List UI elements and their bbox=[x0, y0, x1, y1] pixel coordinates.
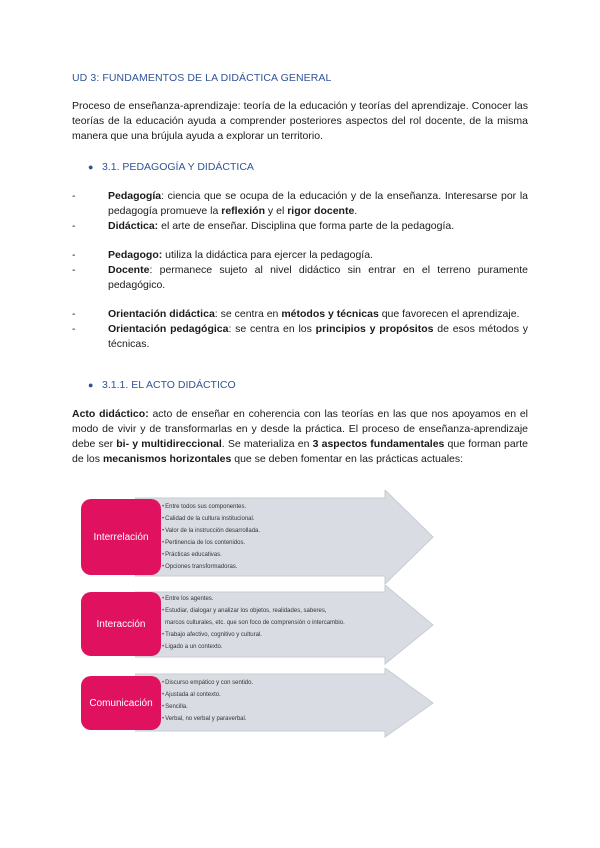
definition-text: el arte de enseñar. Disciplina que forma parte de la pedagogía. bbox=[158, 220, 455, 232]
definition-term: Pedagogía bbox=[108, 190, 162, 202]
section-heading-label: 3.1. PEDAGOGÍA Y DIDÁCTICA bbox=[102, 161, 254, 173]
definition-text: : se centra en los bbox=[228, 323, 316, 335]
diagram-item: • Valor de la instrucción desarrollada. bbox=[162, 525, 260, 537]
dash-marker: - bbox=[72, 249, 76, 261]
intro-paragraph: Proceso de enseñanza-aprendizaje: teoría de la educación y teorías del aprendizaje. Conocer las teorías de la educación ayuda a comprender posteriores aspectos del rol docente, de la misma manera que una brújula ayuda a explorar un territorio. bbox=[72, 100, 528, 142]
definition-text: utiliza la didáctica para ejercer la pedagogía. bbox=[162, 249, 373, 261]
diagram-item: • Discurso empático y con sentido. bbox=[162, 677, 253, 689]
definition-term: Pedagogo: bbox=[108, 249, 163, 261]
dash-marker: - bbox=[72, 308, 76, 320]
diagram-item: • Entre los agentes. bbox=[162, 593, 345, 605]
section-heading-pedagogia bbox=[88, 161, 254, 173]
emphasis-text: principios y propósitos bbox=[315, 323, 434, 335]
diagram-item-list bbox=[162, 593, 345, 653]
diagram-label: Interacción bbox=[96, 618, 146, 630]
paragraph-text: que forman parte de los bbox=[72, 438, 528, 465]
diagram-item: • Prácticas educativas. bbox=[162, 549, 260, 561]
definition-list-c bbox=[72, 307, 528, 352]
definition-text: : se centra en bbox=[214, 308, 282, 320]
definition-text: y el bbox=[265, 205, 288, 217]
definition-item bbox=[72, 248, 528, 263]
diagram-item: marcos culturales, etc. que son foco de comprensión o intercambio. bbox=[165, 620, 345, 626]
definition-item bbox=[72, 307, 528, 322]
definition-list-a bbox=[72, 189, 528, 234]
diagram-label-box bbox=[81, 592, 161, 656]
emphasis-text: bi- y multidireccional bbox=[116, 438, 222, 450]
diagram-item: • Ligado a un contexto. bbox=[162, 641, 345, 653]
definition-term: Orientación pedagógica bbox=[108, 323, 229, 335]
definition-item bbox=[72, 219, 528, 234]
diagram-label-box bbox=[81, 676, 161, 730]
diagram-item: • Entre todos sus componentes. bbox=[162, 501, 260, 513]
diagram-item: • Ajustada al contexto. bbox=[162, 689, 253, 701]
emphasis-text: reflexión bbox=[221, 205, 266, 217]
diagram-item-list bbox=[162, 677, 253, 725]
bullet-icon: ● bbox=[88, 380, 94, 390]
emphasis-text: Acto didáctico: bbox=[72, 408, 149, 420]
definition-text: . bbox=[354, 205, 358, 217]
dash-marker: - bbox=[72, 220, 76, 232]
paragraph-text: acto de enseñar en coherencia con las teorías en las que nos apoyamos en el modo de vivir y de transformarlas en y desde la práctica. El proceso de enseñanza-aprendizaje debe ser bbox=[72, 408, 528, 450]
definition-term: Didáctica: bbox=[108, 220, 159, 232]
emphasis-text: métodos y técnicas bbox=[281, 308, 379, 320]
diagram-label: Comunicación bbox=[89, 697, 153, 709]
diagram-item: • Verbal, no verbal y paraverbal. bbox=[162, 713, 253, 725]
definition-term: Docente bbox=[108, 264, 150, 276]
dash-marker: - bbox=[72, 323, 76, 335]
acto-paragraph bbox=[72, 407, 528, 467]
emphasis-text: rigor docente bbox=[287, 205, 355, 217]
definition-item bbox=[72, 263, 528, 293]
section-heading-acto bbox=[88, 379, 236, 391]
definition-term: Orientación didáctica bbox=[108, 308, 215, 320]
diagram-item: • Pertinencia de los contenidos. bbox=[162, 537, 260, 549]
paragraph-text: que se deben fomentar en las prácticas actuales: bbox=[231, 453, 464, 465]
emphasis-text: mecanismos horizontales bbox=[102, 453, 232, 465]
paragraph-text: . Se materializa en bbox=[221, 438, 313, 450]
definition-item bbox=[72, 189, 528, 219]
dash-marker: - bbox=[72, 264, 76, 276]
diagram-item: • Trabajo afectivo, cognitivo y cultural. bbox=[162, 629, 345, 641]
section-heading-label: 3.1.1. EL ACTO DIDÁCTICO bbox=[102, 379, 236, 391]
dash-marker: - bbox=[72, 190, 76, 202]
diagram-item: • Opciones transformadoras. bbox=[162, 561, 260, 573]
definition-text: : permanece sujeto al nivel didáctico sin entrar en el terreno puramente pedagógico. bbox=[108, 264, 528, 291]
definition-item bbox=[72, 322, 528, 352]
definition-text: que favorecen el aprendizaje. bbox=[378, 308, 520, 320]
diagram-item: • Calidad de la cultura institucional. bbox=[162, 513, 260, 525]
diagram-item-list bbox=[162, 501, 260, 573]
emphasis-text: 3 aspectos fundamentales bbox=[312, 438, 445, 450]
definition-list-b bbox=[72, 248, 528, 293]
diagram-item: • Sencilla. bbox=[162, 701, 253, 713]
bullet-icon: ● bbox=[88, 162, 94, 172]
document-title: UD 3: FUNDAMENTOS DE LA DIDÁCTICA GENERAL bbox=[72, 72, 332, 84]
definition-text: : ciencia que se ocupa de la educación y de la enseñanza. Interesarse por la pedagogía promueve la bbox=[108, 190, 528, 217]
diagram-label-box bbox=[81, 499, 161, 575]
diagram-label: Interrelación bbox=[93, 531, 149, 543]
definition-text: de esos métodos y técnicas. bbox=[108, 323, 528, 350]
diagram-item: • Estudiar, dialogar y analizar los objetos, realidades, saberes, bbox=[162, 605, 345, 617]
